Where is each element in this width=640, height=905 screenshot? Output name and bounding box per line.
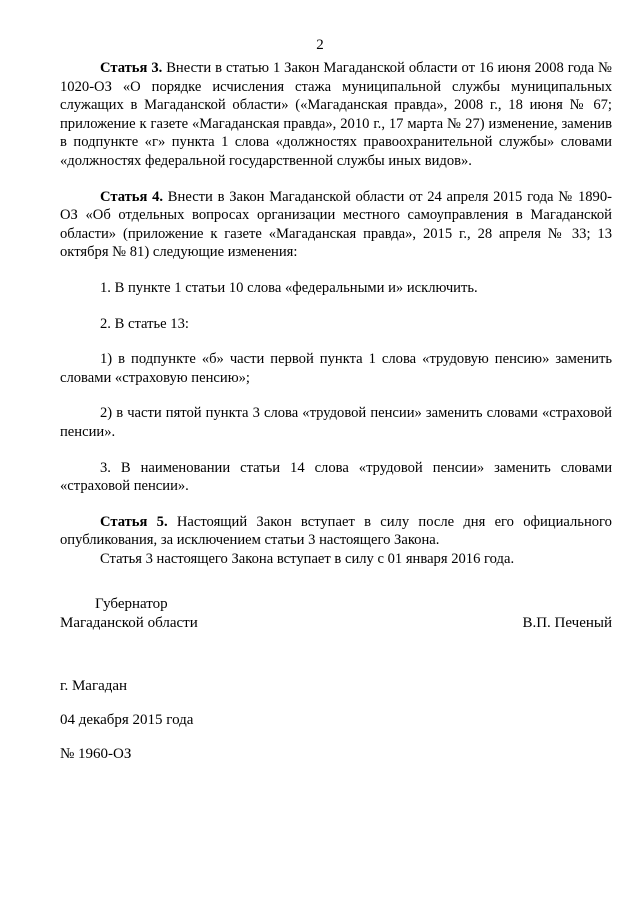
article-3-label: Статья 3. xyxy=(100,60,163,76)
article-4-item-1: 1. В пункте 1 статьи 10 слова «федеральными и» исключить. xyxy=(100,279,478,296)
document-body xyxy=(60,59,612,568)
article-4-item-3: 3. В наименовании статьи 14 слова «трудовой пенсии» заменить словами «страховой пенсии». xyxy=(60,459,612,495)
page-number: 2 xyxy=(316,37,324,53)
article-5-text: Настоящий Закон вступает в силу после дня его официального опубликования, за исключением статьи 3 настоящего Закона. xyxy=(60,513,612,549)
law-number: № 1960-ОЗ xyxy=(60,746,132,762)
law-date: 04 декабря 2015 года xyxy=(60,712,194,728)
article-4-subitem-1: 1) в подпункте «б» части первой пункта 1 слова «трудовую пенсию» заменить словами «страховую пенсию»; xyxy=(60,351,612,386)
article-4-text: Внести в Закон Магаданской области от 24 апреля 2015 года № 1890-ОЗ «Об отдельных вопросах организации местного самоуправления в Магаданской области» (приложение к газете «Магаданская правда», 2015 г., 28 апреля № 33; 13 октября № 81) следующие изменения: xyxy=(60,188,612,261)
article-4-item-2: 2. В статье 13: xyxy=(100,315,189,332)
city: г. Магадан xyxy=(60,678,128,694)
article-3-text: Внести в статью 1 Закон Магаданской области от 16 июня 2008 года № 1020-ОЗ «О порядке исчисления стажа муниципальной службы муниципальных служащих в Магаданской области» («Магаданская правда», 2008 г., 18 июня № 67; приложение к газете «Магаданская правда», 2010 г., 17 марта № 27) изменение, заменив в подпункте «г» пункта 1 слова «должностях правоохранительной службы» словами «должностях федеральной государственной службы иных видов». xyxy=(60,60,612,169)
signature-title: Губернатор xyxy=(95,596,168,612)
article-4 xyxy=(60,188,612,262)
article-5-label: Статья 5. xyxy=(100,513,168,530)
article-5 xyxy=(60,513,612,550)
article-5-text-2: Статья 3 настоящего Закона вступает в силу с 01 января 2016 года. xyxy=(100,550,515,567)
article-4-label: Статья 4. xyxy=(100,188,164,205)
article-3 xyxy=(60,59,612,171)
signature-name: В.П. Печеный xyxy=(522,615,612,631)
signature-region: Магаданской области xyxy=(60,615,198,631)
article-4-subitem-2: 2) в части пятой пункта 3 слова «трудовой пенсии» заменить словами «страховой пенсии». xyxy=(60,405,612,440)
